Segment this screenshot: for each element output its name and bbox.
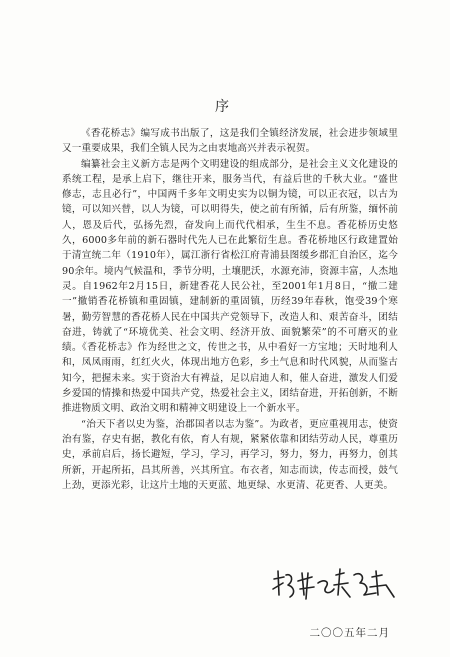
handwritten-signature [270, 565, 400, 607]
preface-date: 二〇〇五年二月 [309, 627, 390, 639]
paragraph-2: 编纂社会主义新方志是两个文明建设的组成部分，是社会主义文化建设的系统工程，是承上启下，继往开来，服务当代，有益后世的千秋大业。“盛世修志，志且必行”，中国两千多年文明史实为以铜为镜，可以正衣冠，以古为镜，可以知兴替，以人为镜，可以明得失，使之前有所循，后有所鉴，缅怀前人，恩及后代，弘扬先烈，奋发向上而代代相承，生生不息。香花桥历史悠久，6000多年前的新石器时代先人已在此繁衍生息。香花桥地区行政建置始于清宣统二年（1910年），属江浙行省松江府青浦县图缓乡郡汇自治区，迄今90余年。境内气候温和，季节分明，土壤肥沃，水源充沛，资源丰富，人杰地灵。自1962年2月15日，新建香花人民公社，至2001年1月8日，“撤二建一”撤销香花桥镇和重固镇，建制新的重固镇，历经39年春秋，饱受39个寒暑，勤劳智慧的香花桥人民在中国共产党领导下，改造人和、艰苦奋斗，团结奋进，铸就了“环境优美、社会文明、经济开放、面貌繁荣”的不可磨灭的业绩。《香花桥志》作为经世之文，传世之书，从中看好一方宝地；天时地利人和，凤凤雨雨，红红火火，体现出地方色彩，乡土气息和时代风貌，从而鉴古知今，把握未来。实于资治大有裨益，足以启迪人和，催人奋进，激发人们爱乡爱国的情操和热爱中国共产党，热爱社会主义，团结奋进，开拓创新，不断推进物质文明、政治文明和精神文明建设上一个新水平。 [62, 158, 398, 415]
paragraph-3: “治天下者以史为鉴，治郡国者以志为鉴”。为政者，更应重视用志，使资治有鉴，存史有据，教化有依，育人有规，紧紧依靠和团结劳动人民，尊重历史，承前启后，扬长避短，学习，学习，再学习，努力，努力，再努力，创其所新，开起所拓，昌其所善，兴其所宜。布衣者，知志而读，传志而授，鼓气上劲，更添光彩，让这片土地的天更蓝、地更绿、水更清、花更香、人更美。 [62, 418, 398, 491]
preface-body [62, 126, 398, 493]
page-title: 序 [215, 99, 235, 115]
paragraph-1: 《香花桥志》编写成书出版了，这是我们全镇经济发展，社会进步领域里又一重要成果，我们全镇人民为之由衷地高兴并表示祝贺。 [62, 128, 398, 155]
